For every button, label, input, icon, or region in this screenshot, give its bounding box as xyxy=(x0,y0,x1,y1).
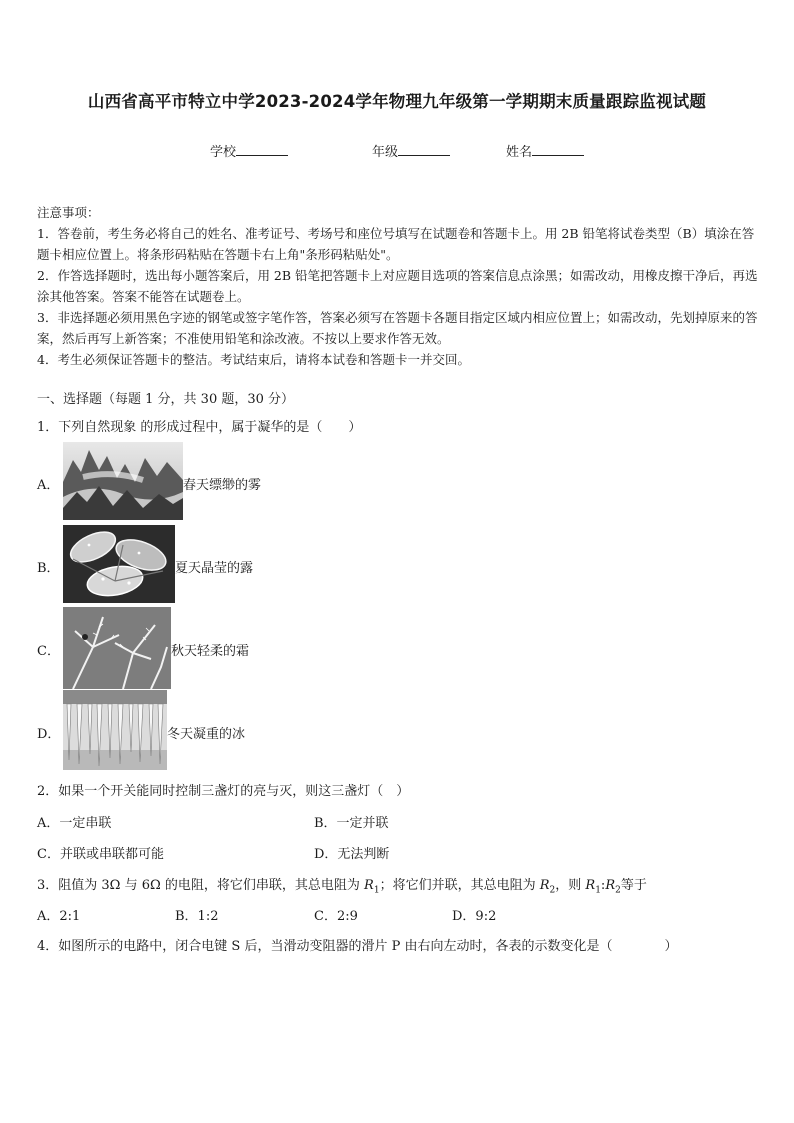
question-2-option-b[interactable]: B．一定并联 xyxy=(314,816,389,831)
ratio-r2-subscript: 2 xyxy=(615,885,621,896)
grade-blank xyxy=(398,142,450,156)
question-3-option-a[interactable]: A．2:1 xyxy=(37,909,81,924)
option-text: 夏天晶莹的露 xyxy=(175,561,254,576)
question-2-option-a[interactable]: A．一定串联 xyxy=(37,816,112,831)
question-2-stem: 2．如果一个开关能同时控制三盏灯的亮与灭，则这三盏灯（ ） xyxy=(37,784,410,799)
option-text: 冬天凝重的冰 xyxy=(167,727,246,742)
q3-stem-part: ，则 xyxy=(555,878,586,893)
name-field xyxy=(506,141,584,160)
notes-item: 4．考生必须保证答题卡的整洁。考试结束后，请将本试卷和答题卡一并交回。 xyxy=(37,352,470,367)
name-blank xyxy=(532,142,584,156)
option-letter: C． xyxy=(37,644,60,659)
option-letter: B． xyxy=(37,561,60,576)
question-1-option-c[interactable] xyxy=(37,607,437,687)
exam-title: 山西省高平市特立中学2023-2024学年物理九年级第一学期期末质量跟踪监视试题 xyxy=(87,92,707,111)
r1-subscript: 1 xyxy=(373,885,380,896)
notes-item: 3．非选择题必须用黑色字迹的钢笔或签字笔作答，答案必须写在答题卡各题目指定区域内相应位置上；如需改动，先划掉原来的答案，然后再写上新答案；不准使用铅笔和涂改液。不按以上要求作答无效。 xyxy=(37,310,758,346)
r2-symbol: R xyxy=(539,878,550,893)
foggy-mountains-image xyxy=(63,442,183,520)
question-3-stem xyxy=(37,874,647,896)
notes-item: 1．答卷前，考生务必将自己的姓名、准考证号、考场号和座位号填写在试题卷和答题卡上。用 2B 铅笔将试卷类型（B）填涂在答题卡相应位置上。将条形码粘贴在答题卡右上角"条形码粘贴处"。 xyxy=(37,226,755,262)
r1-symbol: R xyxy=(364,878,374,893)
dewy-leaves-image xyxy=(63,525,175,603)
question-4-stem: 4．如图所示的电路中，闭合电键 S 后，当滑动变阻器的滑片 P 由右向左动时，各表的示数变化是（ ） xyxy=(37,939,678,954)
school-field xyxy=(210,141,288,160)
school-blank xyxy=(236,142,288,156)
notes-block xyxy=(37,202,759,370)
notes-heading: 注意事项： xyxy=(37,205,100,220)
question-1-option-d[interactable] xyxy=(37,690,437,770)
q3-stem-part: ；将它们并联，其总电阻为 xyxy=(379,878,540,893)
name-label: 姓名 xyxy=(506,145,533,160)
section-title: 一、选择题（每题 1 分，共 30 题，30 分） xyxy=(37,392,295,407)
question-1-option-a[interactable] xyxy=(37,442,437,522)
grade-field xyxy=(372,141,450,160)
icicles-image xyxy=(63,690,167,770)
option-letter: A． xyxy=(37,478,60,493)
ratio-colon: : xyxy=(600,878,606,893)
r2-subscript: 2 xyxy=(549,885,556,896)
question-3-option-c[interactable]: C．2:9 xyxy=(314,909,358,924)
q3-stem-part: 3．阻值为 3Ω 与 6Ω 的电阻，将它们串联，其总电阻为 xyxy=(37,878,365,893)
school-label: 学校 xyxy=(210,145,237,160)
question-2-option-d[interactable]: D．无法判断 xyxy=(314,847,390,862)
student-info-row xyxy=(0,141,794,161)
frosted-branches-image xyxy=(63,607,171,689)
ratio-r2-symbol: R xyxy=(605,878,616,893)
option-text: 秋天轻柔的霜 xyxy=(171,644,250,659)
ratio-r1-subscript: 1 xyxy=(595,885,601,896)
question-2-option-c[interactable]: C．并联或串联都可能 xyxy=(37,847,164,862)
question-3-option-b[interactable]: B．1:2 xyxy=(175,909,219,924)
question-1-option-b[interactable] xyxy=(37,525,437,605)
option-letter: D． xyxy=(37,727,61,742)
option-text: 春天缥缈的雾 xyxy=(183,478,262,493)
ratio-r1-symbol: R xyxy=(585,878,596,893)
grade-label: 年级 xyxy=(372,145,399,160)
question-1-stem: 1．下列自然现象 的形成过程中，属于凝华的是（ ） xyxy=(37,420,362,435)
question-3-option-d[interactable]: D．9:2 xyxy=(452,909,497,924)
q3-stem-part: 等于 xyxy=(620,878,647,893)
notes-item: 2．作答选择题时，选出每小题答案后，用 2B 铅笔把答题卡上对应题目选项的答案信息点涂黑；如需改动，用橡皮擦干净后，再选涂其他答案。答案不能答在试题卷上。 xyxy=(37,268,758,304)
